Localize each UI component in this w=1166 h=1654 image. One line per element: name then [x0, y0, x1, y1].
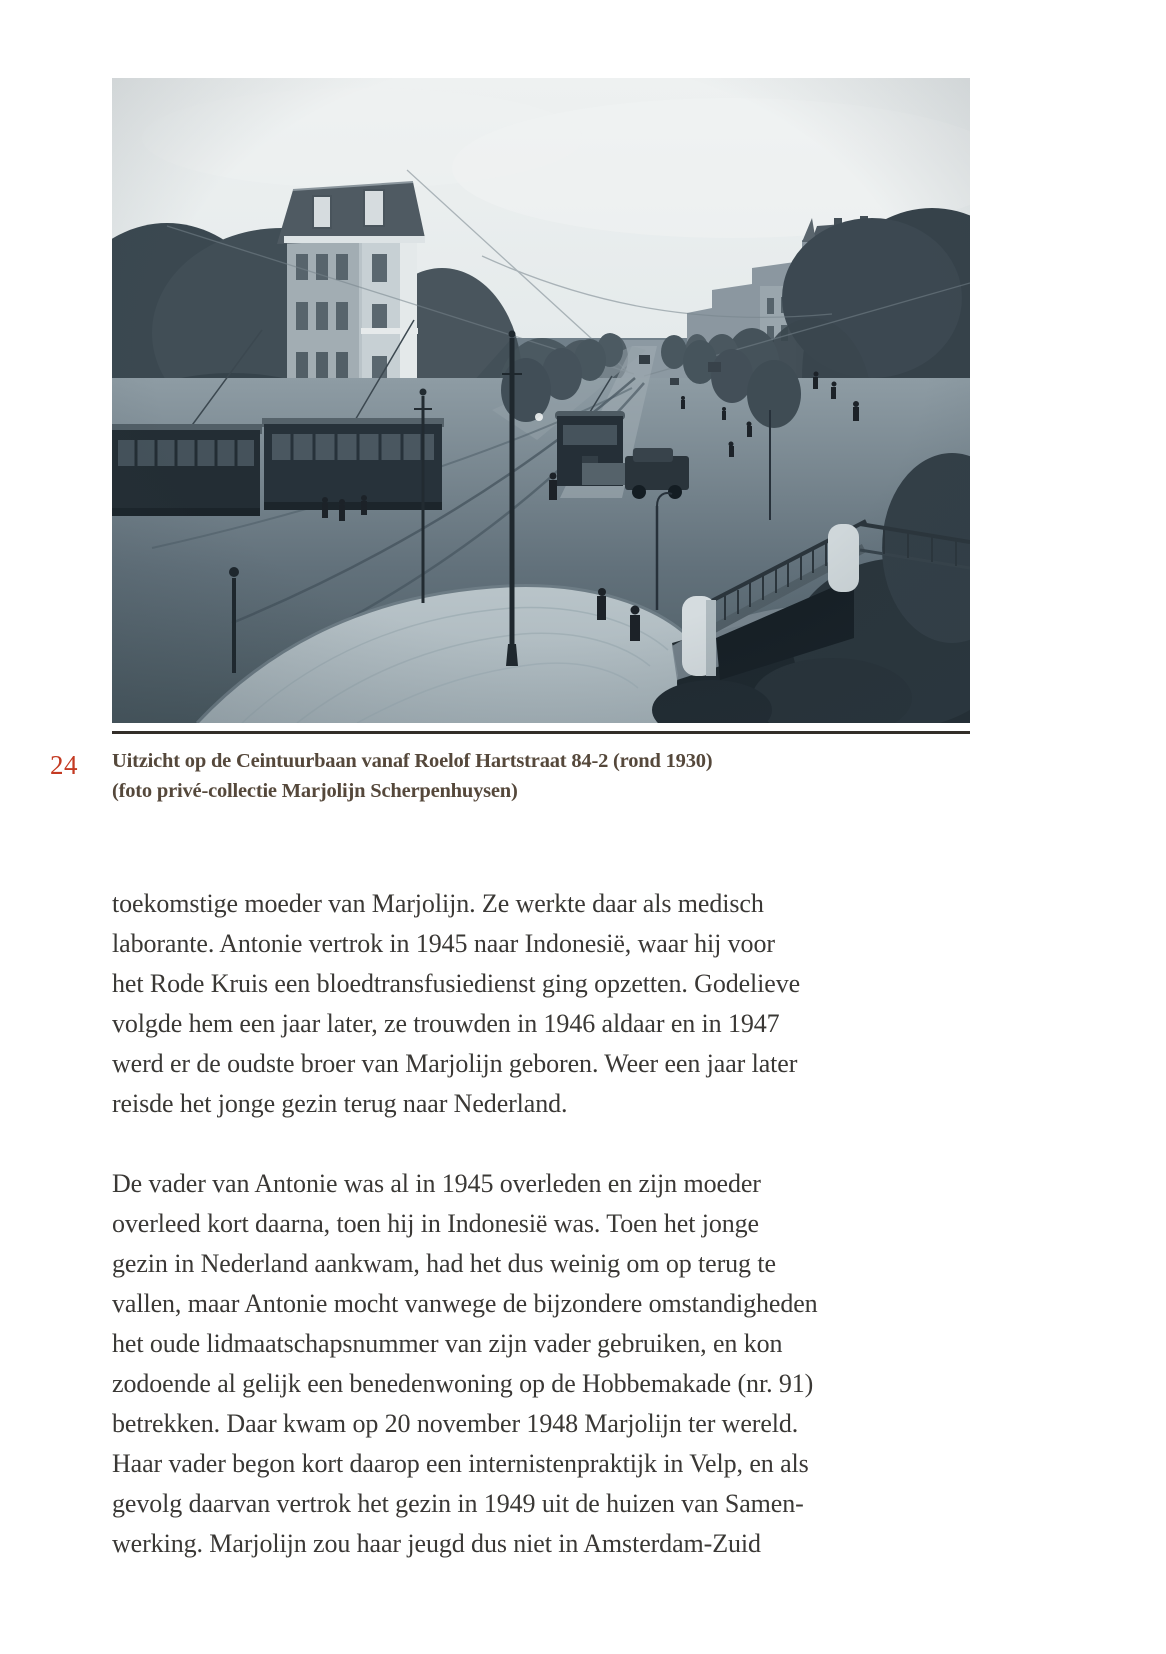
text-line: overleed kort daarna, toen hij in Indonesië was. Toen het jonge	[112, 1209, 759, 1238]
text-line: laborante. Antonie vertrok in 1945 naar Indonesië, waar hij voor	[112, 929, 775, 958]
text-line: volgde hem een jaar later, ze trouwden in 1946 aldaar en in 1947	[112, 1009, 780, 1038]
caption-line-1: Uitzicht op de Ceintuurbaan vanaf Roelof Hartstraat 84-2 (rond 1930)	[112, 750, 713, 772]
paragraph-1	[112, 884, 972, 1124]
photo-vignette	[112, 78, 970, 723]
text-line: betrekken. Daar kwam op 20 november 1948 Marjolijn ter wereld.	[112, 1409, 799, 1438]
street-photograph	[112, 78, 970, 723]
text-line: reisde het jonge gezin terug naar Nederland.	[112, 1089, 568, 1118]
caption-line-2: (foto privé-collectie Marjolijn Scherpenhuysen)	[112, 780, 518, 802]
paragraph-2	[112, 1164, 972, 1564]
street-photo-illustration	[112, 78, 970, 723]
photo-caption	[112, 746, 872, 806]
caption-divider-rule	[112, 731, 970, 734]
text-line: zodoende al gelijk een benedenwoning op de Hobbemakade (nr. 91)	[112, 1369, 814, 1398]
text-line: De vader van Antonie was al in 1945 overleden en zijn moeder	[112, 1169, 761, 1198]
body-text	[112, 884, 972, 1564]
text-line: Haar vader begon kort daarop een internistenpraktijk in Velp, en als	[112, 1449, 809, 1478]
text-line: toekomstige moeder van Marjolijn. Ze werkte daar als medisch	[112, 889, 764, 918]
text-line: het oude lidmaatschapsnummer van zijn vader gebruiken, en kon	[112, 1329, 783, 1358]
text-line: het Rode Kruis een bloedtransfusiedienst ging opzetten. Godelieve	[112, 969, 801, 998]
text-line: gevolg daarvan vertrok het gezin in 1949 uit de huizen van Samen-	[112, 1489, 804, 1518]
text-line: werd er de oudste broer van Marjolijn geboren. Weer een jaar later	[112, 1049, 798, 1078]
text-line: vallen, maar Antonie mocht vanwege de bijzondere omstandigheden	[112, 1289, 818, 1318]
text-line: gezin in Nederland aankwam, had het dus weinig om op terug te	[112, 1249, 776, 1278]
page-number: 24	[50, 750, 78, 780]
text-line: werking. Marjolijn zou haar jeugd dus niet in Amsterdam-Zuid	[112, 1529, 761, 1558]
